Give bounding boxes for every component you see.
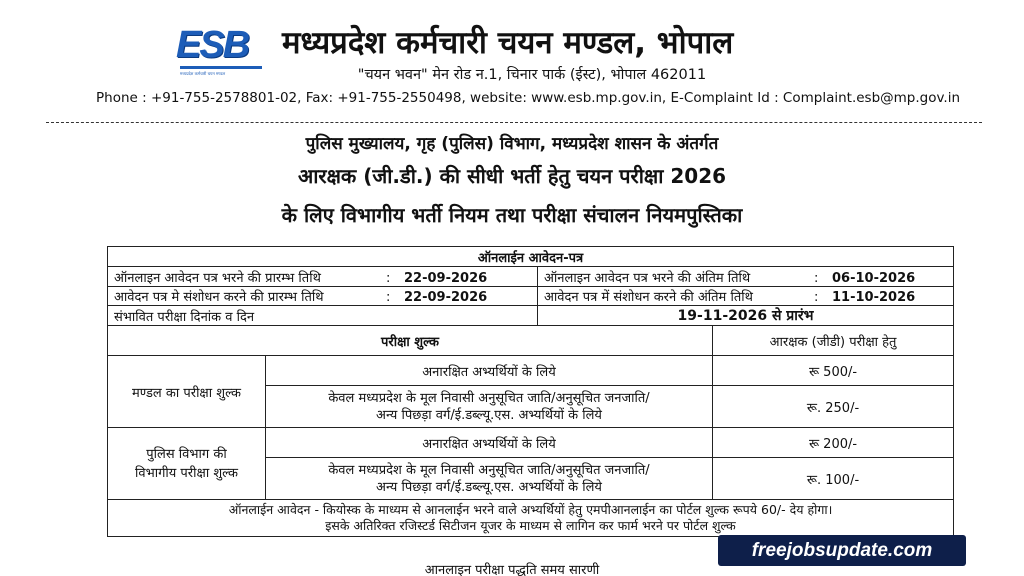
fee-category: अनारक्षित अभ्यर्थियों के लिये xyxy=(266,356,713,386)
correction-start-label: आवेदन पत्र मे संशोधन करने की प्रारम्भ तिथि xyxy=(114,290,324,305)
portal-fee-note-row xyxy=(108,500,954,537)
schedule-cell-left xyxy=(108,287,538,306)
schedule-title-row xyxy=(108,247,954,267)
schedule-cell-left xyxy=(108,267,538,287)
fee-row xyxy=(108,356,954,386)
schedule-fee-table xyxy=(107,246,954,537)
correction-end-date: 11-10-2026 xyxy=(832,290,916,305)
application-end-date: 06-10-2026 xyxy=(832,270,916,286)
board-fee-label: मण्डल का परीक्षा शुल्क xyxy=(108,356,266,428)
schedule-cell-right xyxy=(538,287,954,306)
header-divider xyxy=(46,122,982,123)
application-start-date: 22-09-2026 xyxy=(404,270,488,286)
application-start-label: ऑनलाइन आवेदन पत्र भरने की प्रारम्भ तिथि xyxy=(114,270,321,286)
organization-address: "चयन भवन" मेन रोड न.1, चिनार पार्क (ईस्ट), भोपाल 462011 xyxy=(357,67,707,83)
fee-amount: रू. 250/- xyxy=(713,386,954,428)
fee-amount: रू 500/- xyxy=(713,356,954,386)
colon: : xyxy=(386,290,391,305)
schedule-cell-right xyxy=(538,267,954,287)
rulebook-title: के लिए विभागीय भर्ती नियम तथा परीक्षा संचालन नियमपुस्तिका xyxy=(281,203,743,227)
schedule-section-heading: आनलाइन परीक्षा पद्धति समय सारणी xyxy=(424,563,600,576)
portal-fee-note-line: इसके अतिरिक्त रजिस्टर्ड सिटीजन यूजर के माध्यम से लागिन कर फार्म भरने पर पोर्टल शुल्क xyxy=(325,518,736,533)
police-fee-label-line: विभागीय परीक्षा शुल्क xyxy=(134,465,239,481)
fee-amount: रू 200/- xyxy=(713,428,954,458)
fee-category-line: केवल मध्यप्रदेश के मूल निवासी अनुसूचित जाति/अनुसूचित जनजाति/ xyxy=(328,390,650,406)
application-end-label: ऑनलाइन आवेदन पत्र भरने की अंतिम तिथि xyxy=(544,270,751,286)
fee-category-line: अन्य पिछड़ा वर्ग/ई.डब्ल्यू.एस. अभ्यर्थियों के लिये xyxy=(376,479,602,495)
correction-start-date: 22-09-2026 xyxy=(404,290,488,305)
logo-letters: ESB xyxy=(176,24,249,66)
police-fee-label-line: पुलिस विभाग की xyxy=(146,446,227,462)
department-heading: पुलिस मुख्यालय, गृह (पुलिस) विभाग, मध्यप्रदेश शासन के अंतर्गत xyxy=(305,134,719,154)
fee-row xyxy=(108,428,954,458)
fee-category-line: केवल मध्यप्रदेश के मूल निवासी अनुसूचित जाति/अनुसूचित जनजाति/ xyxy=(328,462,650,478)
fee-category: अनारक्षित अभ्यर्थियों के लिये xyxy=(266,428,713,458)
fee-category-line: अन्य पिछड़ा वर्ग/ई.डब्ल्यू.एस. अभ्यर्थियों के लिये xyxy=(376,407,602,423)
contact-line: Phone : +91-755-2578801-02, Fax: +91-755-2550498, website: www.esb.mp.gov.in, E-Complaint Id : Complaint.esb@mp.gov.in xyxy=(96,90,961,106)
portal-fee-note-line: ऑनलाईन आवेदन - कियोस्क के माध्यम से आनलाईन भरने वाले अभ्यर्थियों हेतु एमपीआनलाईन का पोर्टल शुल्क रूपये 60/- देय होगा। xyxy=(228,502,833,517)
fee-post-header: आरक्षक (जीडी) परीक्षा हेतु xyxy=(713,326,954,356)
fee-header: परीक्षा शुल्क xyxy=(108,326,713,356)
correction-end-label: आवेदन पत्र में संशोधन करने की अंतिम तिथि xyxy=(544,290,753,305)
schedule-row xyxy=(108,287,954,306)
exam-date-value: 19-11-2026 से प्रारंभ xyxy=(538,306,954,326)
watermark-badge: freejobsupdate.com xyxy=(718,535,966,566)
exam-date-label: संभावित परीक्षा दिनांक व दिन xyxy=(108,306,538,326)
logo-tagline: मध्यप्रदेश कर्मचारी चयन मण्डल xyxy=(180,71,226,76)
exam-title: आरक्षक (जी.डी.) की सीधी भर्ती हेतु चयन परीक्षा 2026 xyxy=(297,164,727,188)
colon: : xyxy=(814,270,819,286)
schedule-title: ऑनलाईन आवेदन-पत्र xyxy=(108,247,954,267)
fee-category xyxy=(266,386,713,428)
schedule-row xyxy=(108,267,954,287)
organization-title: मध्यप्रदेश कर्मचारी चयन मण्डल, भोपाल xyxy=(282,25,734,61)
colon: : xyxy=(814,290,819,305)
fee-header-row xyxy=(108,326,954,356)
portal-fee-note xyxy=(108,500,954,537)
fee-category xyxy=(266,458,713,500)
colon: : xyxy=(386,270,391,286)
exam-date-row xyxy=(108,306,954,326)
fee-amount: रू. 100/- xyxy=(713,458,954,500)
police-fee-label xyxy=(108,428,266,500)
